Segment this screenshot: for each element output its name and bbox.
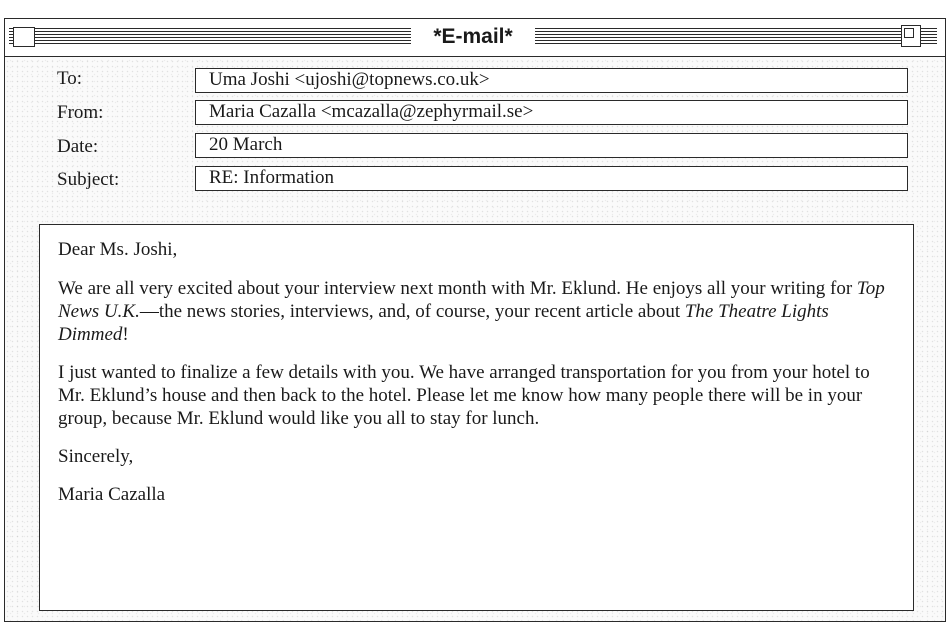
zoom-box-icon[interactable] (901, 25, 921, 47)
from-label: From: (57, 102, 104, 123)
paragraph-1-text-b: —the news stories, interviews, and, of course, your recent article about (139, 301, 685, 322)
paragraph-1-text-a: We are all very excited about your interview next month with Mr. Eklund. He enjoys all your writing for (58, 278, 857, 299)
date-field[interactable]: 20 March (195, 133, 908, 158)
subject-label: Subject: (57, 169, 120, 190)
article-title: The Theatre Lights Dimmed (58, 301, 829, 345)
message-paragraph-2: I just wanted to finalize a few details with you. We have arranged transportation for you from your hotel to Mr. Eklund’s house and then back to the hotel. Please let me know how many people there will be in your group, because Mr. Eklund would like you all to stay for lunch. (58, 362, 870, 429)
to-field[interactable]: Uma Joshi <ujoshi@topnews.co.uk> (195, 68, 908, 93)
publication-title: Top News U.K. (58, 278, 885, 322)
title-bar-stripes-right (535, 28, 937, 46)
title-bar[interactable] (5, 19, 945, 57)
window-title: *E-mail* (411, 23, 535, 51)
from-field[interactable]: Maria Cazalla <mcazalla@zephyrmail.se> (195, 100, 908, 125)
message-body[interactable] (39, 224, 914, 611)
date-label: Date: (57, 136, 99, 157)
message-signature: Maria Cazalla (58, 484, 166, 505)
message-paragraph-1 (58, 277, 895, 346)
message-greeting: Dear Ms. Joshi, (58, 239, 178, 260)
paragraph-1-text-c: ! (122, 324, 129, 345)
email-window (4, 18, 946, 622)
subject-field[interactable]: RE: Information (195, 166, 908, 191)
to-label: To: (57, 68, 83, 89)
close-box-icon[interactable] (13, 27, 35, 47)
message-closing: Sincerely, (58, 446, 134, 467)
title-bar-stripes-left (9, 28, 411, 46)
